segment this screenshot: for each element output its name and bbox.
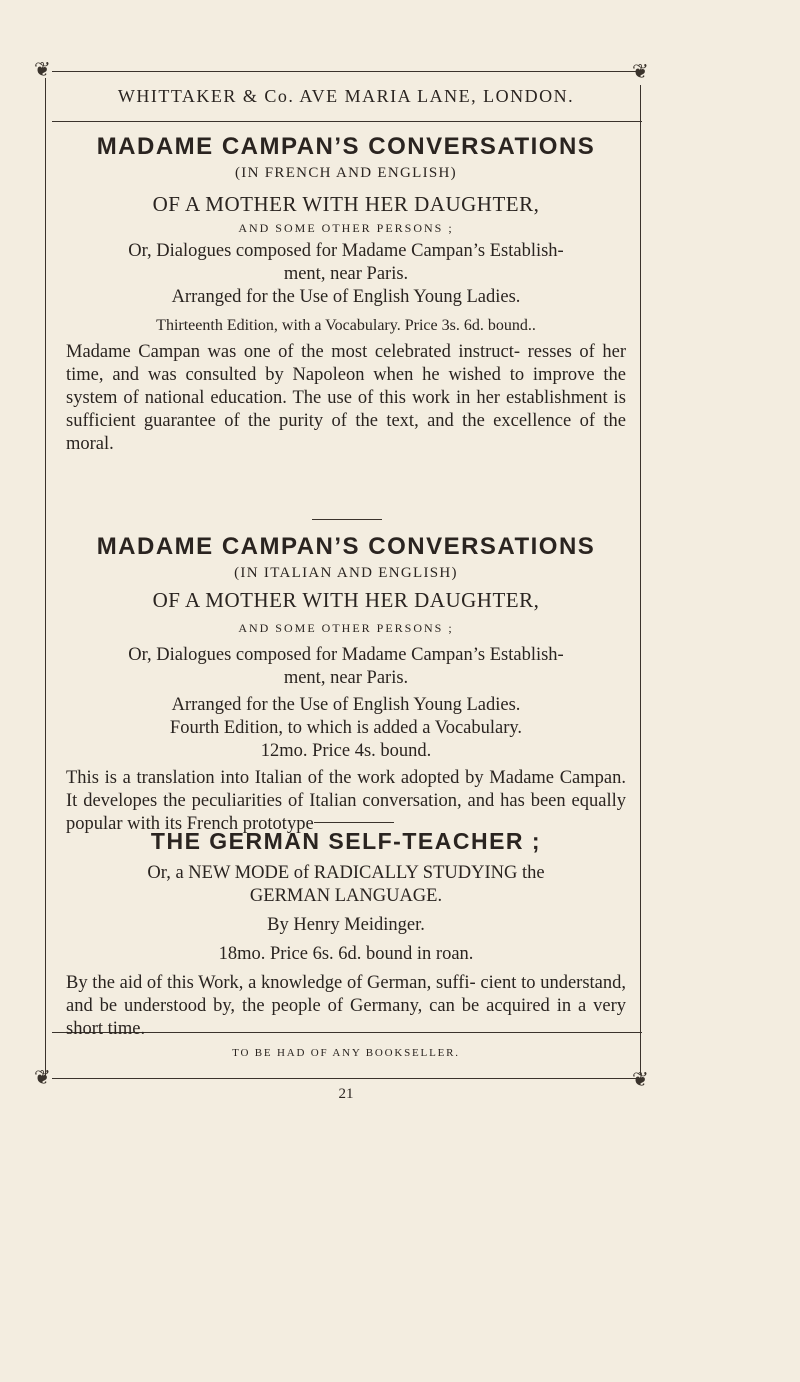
entry-subtitle: OF A MOTHER WITH HER DAUGHTER, <box>152 588 540 612</box>
entry-description: By the aid of this Work, a knowledge of German, suffi- cient to understand, and be understood by, the people of Germany, can be acquired in a very short time. <box>66 973 626 1039</box>
entry-line: Arranged for the Use of English Young Ladies. <box>171 695 521 715</box>
entry-edition: Thirteenth Edition, with a Vocabulary. Price 3s. 6d. bound.. <box>156 317 536 334</box>
entry-line: Or, a NEW MODE of RADICALLY STUDYING the <box>147 863 545 883</box>
border-rule <box>52 1078 642 1079</box>
entry-line: Arranged for the Use of English Young Ladies. <box>171 287 521 307</box>
entry-price: 18mo. Price 6s. 6d. bound in roan. <box>218 944 474 964</box>
border-rule <box>45 78 46 1078</box>
entry-french-campan <box>66 132 626 456</box>
corner-ornament-icon: ❦ <box>34 59 51 81</box>
entry-description: Madame Campan was one of the most celebrated instruct- resses of her time, and was consulted by Napoleon when he wished to improve the system of national education. The use of this work in her establishment is sufficient guarantee of the purity of the text, and the excellence of the moral. <box>66 342 626 454</box>
entry-persons: AND SOME OTHER PERSONS ; <box>238 221 454 235</box>
corner-ornament-icon: ❦ <box>632 1069 649 1091</box>
border-rule <box>52 121 642 122</box>
page-number: 21 <box>338 1086 354 1102</box>
border-rule <box>52 71 642 72</box>
entry-german-self-teacher <box>66 826 626 1041</box>
entry-edition: Fourth Edition, to which is added a Vocabulary. <box>169 718 523 738</box>
border-rule <box>640 85 641 1075</box>
entry-language: (IN FRENCH AND ENGLISH) <box>235 165 457 181</box>
entry-title: MADAME CAMPAN’S CONVERSATIONS <box>96 133 596 160</box>
entry-line: ment, near Paris. <box>283 264 409 284</box>
entry-subtitle: OF A MOTHER WITH HER DAUGHTER, <box>152 192 540 216</box>
entry-persons: AND SOME OTHER PERSONS ; <box>238 621 454 635</box>
entry-line: GERMAN LANGUAGE. <box>249 886 443 906</box>
entry-line: ment, near Paris. <box>283 668 409 688</box>
entry-author: By Henry Meidinger. <box>267 915 425 935</box>
entry-line: Or, Dialogues composed for Madame Campan’s Establish- <box>128 241 564 261</box>
entry-title: MADAME CAMPAN’S CONVERSATIONS <box>96 533 596 560</box>
corner-ornament-icon: ❦ <box>34 1067 51 1089</box>
entry-italian-campan <box>66 532 626 836</box>
corner-ornament-icon: ❦ <box>632 61 649 83</box>
entry-description: This is a translation into Italian of the work adopted by Madame Campan. It developes the peculiarities of Italian conversation, and has been equally popular with its French prototype <box>66 768 626 834</box>
entry-price: 12mo. Price 4s. bound. <box>260 741 432 761</box>
entry-line: Or, Dialogues composed for Madame Campan’s Establish- <box>128 645 564 665</box>
footer-note: TO BE HAD OF ANY BOOKSELLER. <box>232 1047 460 1059</box>
publisher-header: WHITTAKER & Co. AVE MARIA LANE, LONDON. <box>117 86 575 106</box>
entry-title: THE GERMAN SELF-TEACHER ; <box>150 828 542 854</box>
entry-language: (IN ITALIAN AND ENGLISH) <box>234 565 458 581</box>
section-divider <box>314 822 394 823</box>
section-divider <box>312 519 382 520</box>
